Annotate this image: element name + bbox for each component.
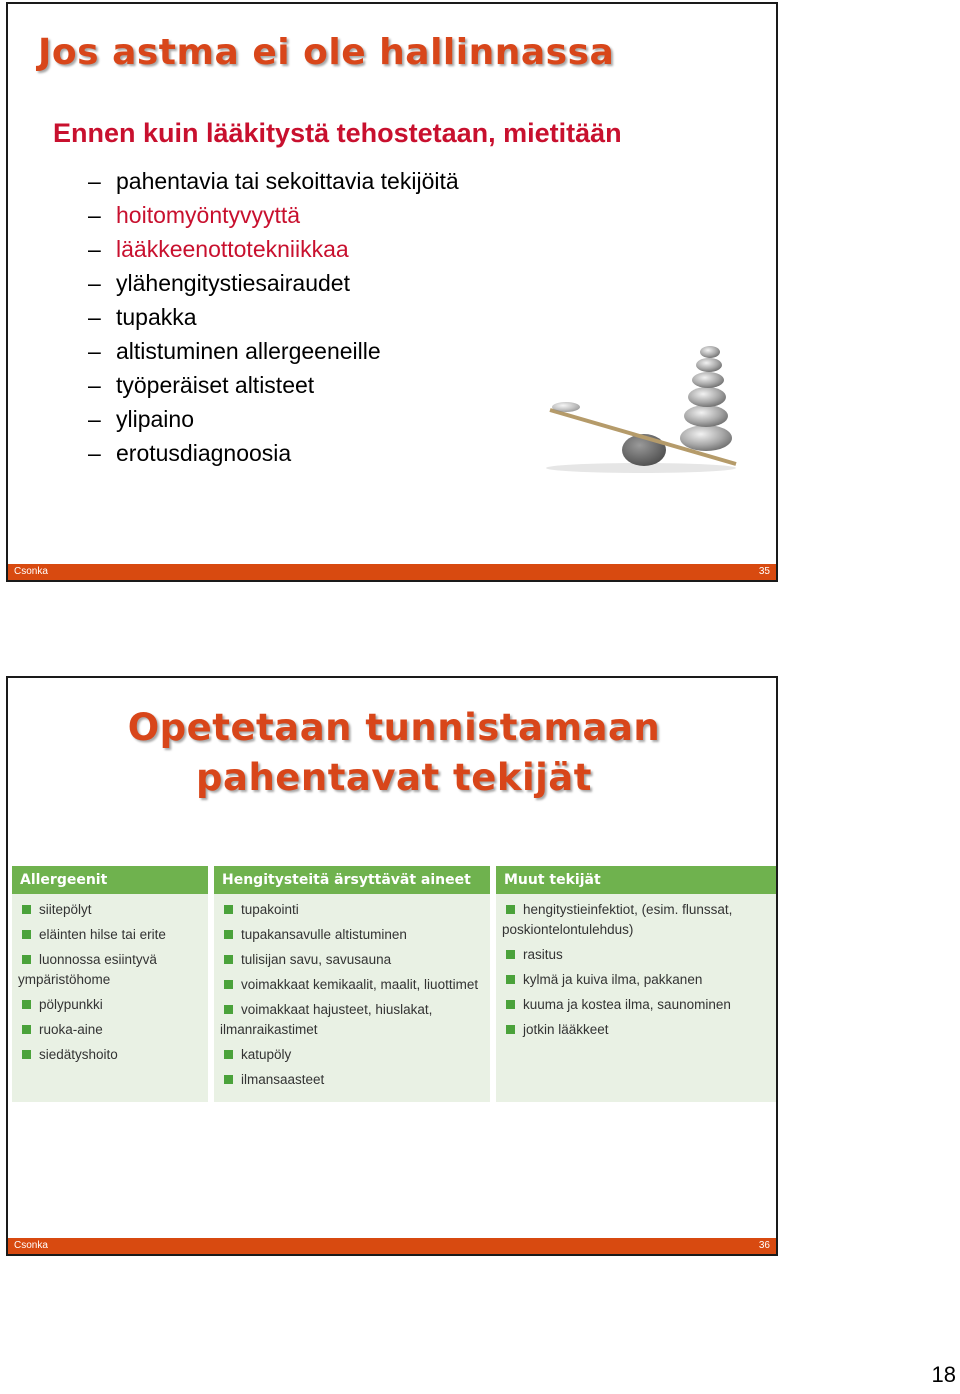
list-item — [220, 900, 486, 920]
dash-marker: – — [88, 304, 101, 330]
list-item — [220, 1000, 486, 1040]
slide-footer — [8, 564, 776, 580]
bullet-item — [88, 164, 459, 198]
bullet-text: työperäiset altisteet — [116, 372, 315, 398]
bullet-text: altistuminen allergeeneille — [116, 338, 381, 364]
dash-marker: – — [88, 440, 101, 466]
footer-slide-number: 35 — [758, 566, 770, 577]
bullet-item — [88, 266, 459, 300]
bullet-item — [88, 232, 459, 266]
bullet-item — [88, 198, 459, 232]
green-square-bullet-icon — [22, 1000, 31, 1009]
green-square-bullet-icon — [506, 950, 515, 959]
column-list — [496, 900, 776, 1040]
column-list — [12, 900, 208, 1065]
list-item — [220, 1070, 486, 1090]
list-item-text: kylmä ja kuiva ilma, pakkanen — [523, 972, 703, 987]
column-other — [496, 866, 776, 1102]
bullet-item — [88, 300, 459, 334]
slide-title-line2: pahentavat tekijät — [196, 756, 592, 799]
dash-marker: – — [88, 202, 101, 228]
list-item-text: katupöly — [241, 1047, 292, 1062]
bullet-item — [88, 402, 459, 436]
list-item-text: luonnossa esiintyvä ympäristöhome — [18, 952, 157, 987]
column-header: Allergeenit — [12, 866, 208, 894]
factor-table — [12, 866, 776, 1102]
list-item — [502, 970, 772, 990]
list-item-text: ruoka-aine — [39, 1022, 103, 1037]
dash-marker: – — [88, 168, 101, 194]
green-square-bullet-icon — [224, 955, 233, 964]
list-item-text: tupakointi — [241, 902, 299, 917]
green-square-bullet-icon — [224, 1050, 233, 1059]
green-square-bullet-icon — [224, 1005, 233, 1014]
list-item-text: siitepölyt — [39, 902, 92, 917]
list-item — [502, 900, 772, 940]
bullet-text: hoitomyöntyvyyttä — [116, 202, 301, 228]
list-item — [220, 925, 486, 945]
bullet-list — [88, 164, 459, 470]
bullet-item — [88, 334, 459, 368]
bullet-item — [88, 436, 459, 470]
list-item — [18, 950, 204, 990]
list-item — [18, 900, 204, 920]
column-allergens — [12, 866, 208, 1102]
green-square-bullet-icon — [22, 905, 31, 914]
bullet-text: pahentavia tai sekoittavia tekijöitä — [116, 168, 459, 194]
list-item — [220, 975, 486, 995]
column-header: Muut tekijät — [496, 866, 776, 894]
footer-author: Csonka — [14, 1240, 48, 1251]
dash-marker: – — [88, 338, 101, 364]
list-item — [220, 950, 486, 970]
bullet-text: lääkkeenottotekniikkaa — [116, 236, 349, 262]
slide-subtitle: Ennen kuin lääkitystä tehostetaan, mietitään — [53, 118, 622, 148]
slide-title-line1: Opetetaan tunnistamaan — [127, 706, 661, 749]
green-square-bullet-icon — [224, 930, 233, 939]
page-number: 18 — [931, 1362, 956, 1387]
list-item-text: tulisijan savu, savusauna — [241, 952, 392, 967]
list-item-text: voimakkaat kemikaalit, maalit, liuottimet — [241, 977, 479, 992]
green-square-bullet-icon — [22, 955, 31, 964]
list-item — [502, 945, 772, 965]
column-list — [214, 900, 490, 1090]
dash-marker: – — [88, 270, 101, 296]
bullet-text: ylipaino — [116, 406, 194, 432]
bullet-text: tupakka — [116, 304, 197, 330]
slide-35 — [6, 2, 778, 582]
list-item — [18, 995, 204, 1015]
list-item-text: rasitus — [523, 947, 563, 962]
list-item-text: siedätyshoito — [39, 1047, 118, 1062]
green-square-bullet-icon — [506, 975, 515, 984]
list-item — [502, 1020, 772, 1040]
balancing-stones-image — [536, 340, 746, 480]
list-item — [502, 995, 772, 1015]
column-irritants — [214, 866, 490, 1102]
list-item-text: ilmansaasteet — [241, 1072, 325, 1087]
dash-marker: – — [88, 406, 101, 432]
footer-slide-number: 36 — [758, 1240, 770, 1251]
list-item-text: eläinten hilse tai erite — [39, 927, 166, 942]
list-item — [18, 1020, 204, 1040]
green-square-bullet-icon — [506, 905, 515, 914]
slide-footer — [8, 1238, 776, 1254]
footer-author: Csonka — [14, 566, 48, 577]
green-square-bullet-icon — [506, 1000, 515, 1009]
bullet-text: ylähengitystiesairaudet — [116, 270, 350, 296]
list-item — [220, 1045, 486, 1065]
green-square-bullet-icon — [224, 905, 233, 914]
green-square-bullet-icon — [22, 1025, 31, 1034]
bullet-item — [88, 368, 459, 402]
slide-36 — [6, 676, 778, 1256]
list-item — [18, 925, 204, 945]
list-item-text: tupakansavulle altistuminen — [241, 927, 407, 942]
list-item-text: voimakkaat hajusteet, hiuslakat, ilmanraikastimet — [220, 1002, 433, 1037]
list-item-text: jotkin lääkkeet — [523, 1022, 609, 1037]
list-item-text: hengitystieinfektiot, (esim. flunssat, poskiontelontulehdus) — [502, 902, 733, 937]
green-square-bullet-icon — [22, 1050, 31, 1059]
dash-marker: – — [88, 372, 101, 398]
slide-title: Jos astma ei ole hallinnassa — [38, 32, 615, 73]
green-square-bullet-icon — [224, 980, 233, 989]
green-square-bullet-icon — [224, 1075, 233, 1084]
column-header: Hengitysteitä ärsyttävät aineet — [214, 866, 490, 894]
dash-marker: – — [88, 236, 101, 262]
list-item-text: kuuma ja kostea ilma, saunominen — [523, 997, 731, 1012]
list-item — [18, 1045, 204, 1065]
green-square-bullet-icon — [22, 930, 31, 939]
green-square-bullet-icon — [506, 1025, 515, 1034]
bullet-text: erotusdiagnoosia — [116, 440, 292, 466]
list-item-text: pölypunkki — [39, 997, 103, 1012]
